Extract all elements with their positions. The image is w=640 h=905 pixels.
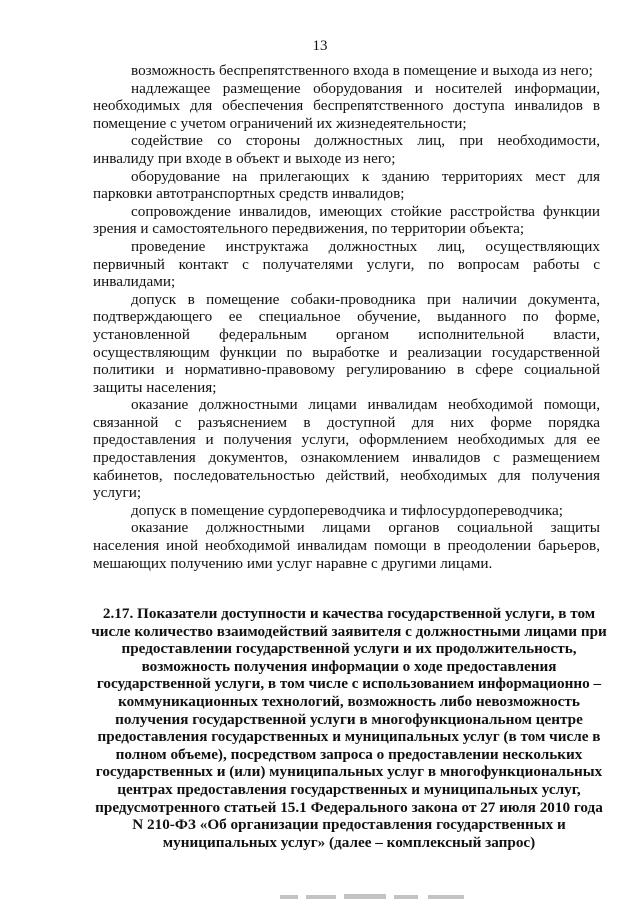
scan-artifact [280, 892, 500, 902]
body-text [93, 62, 600, 572]
paragraph: оказание должностными лицами органов социальной защиты населения иной необходимой инвалидам помощи в преодолении барьеров, мешающих получению ими услуг наравне с другими лицами. [93, 519, 600, 572]
paragraph: оказание должностными лицами инвалидам необходимой помощи, связанной с разъяснением в доступной для них форме порядка предоставления и получения услуги, оформлением необходимых для ее предоставления документов, ознакомлением инвалидов с размещением кабинетов, последовательностью действий, необходимых для получения услуги; [93, 396, 600, 502]
paragraph: содействие со стороны должностных лиц, при необходимости, инвалиду при входе в объект и выходе из него; [93, 132, 600, 167]
paragraph: возможность беспрепятственного входа в помещение и выхода из него; [131, 62, 593, 79]
paragraph: надлежащее размещение оборудования и носителей информации, необходимых для обеспечения беспрепятственного доступа инвалидов в помещение с учетом ограничений их жизнедеятельности; [93, 79, 600, 132]
paragraph: проведение инструктажа должностных лиц, осуществляющих первичный контакт с получателями услуги, по вопросам работы с инвалидами; [93, 237, 600, 291]
section-heading: 2.17. Показатели доступности и качества государственной услуги, в том числе количество взаимодействий заявителя с должностными лицами при предоставлении государственной услуги и их продолжительность, возможность получения информации о ходе предоставления государственной услуги, в том числе с использованием информационно – коммуникационных технологий, возможность либо невозможность получения государственной услуги в многофункциональном центре предоставления государственных и муниципальных услуг (в том числе в полном объеме), посредством запроса о предоставлении нескольких государственных и (или) муниципальных услуг в многофункциональных центрах предоставления государственных и муниципальных услуг, предусмотренного статьей 15.1 Федерального закона от 27 июля 2010 года N 210-ФЗ «Об организации предоставления государственных и муниципальных услуг» (далее – комплексный запрос) [91, 605, 607, 851]
paragraph: допуск в помещение собаки-проводника при наличии документа, подтверждающего ее специальное обучение, выданного по форме, установленной федеральным органом исполнительной власти, осуществляющим функции по выработке и реализации государственной политики и нормативно-правовому регулированию в сфере социальной защиты населения; [93, 290, 600, 396]
paragraph: сопровождение инвалидов, имеющих стойкие расстройства функции зрения и самостоятельного передвижения, по территории объекта; [93, 202, 600, 238]
page-number: 13 [312, 38, 328, 54]
paragraph: оборудование на прилегающих к зданию территориях мест для парковки автотранспортных средств инвалидов; [93, 167, 600, 203]
paragraph: допуск в помещение сурдопереводчика и тифлосурдопереводчика; [131, 501, 563, 519]
